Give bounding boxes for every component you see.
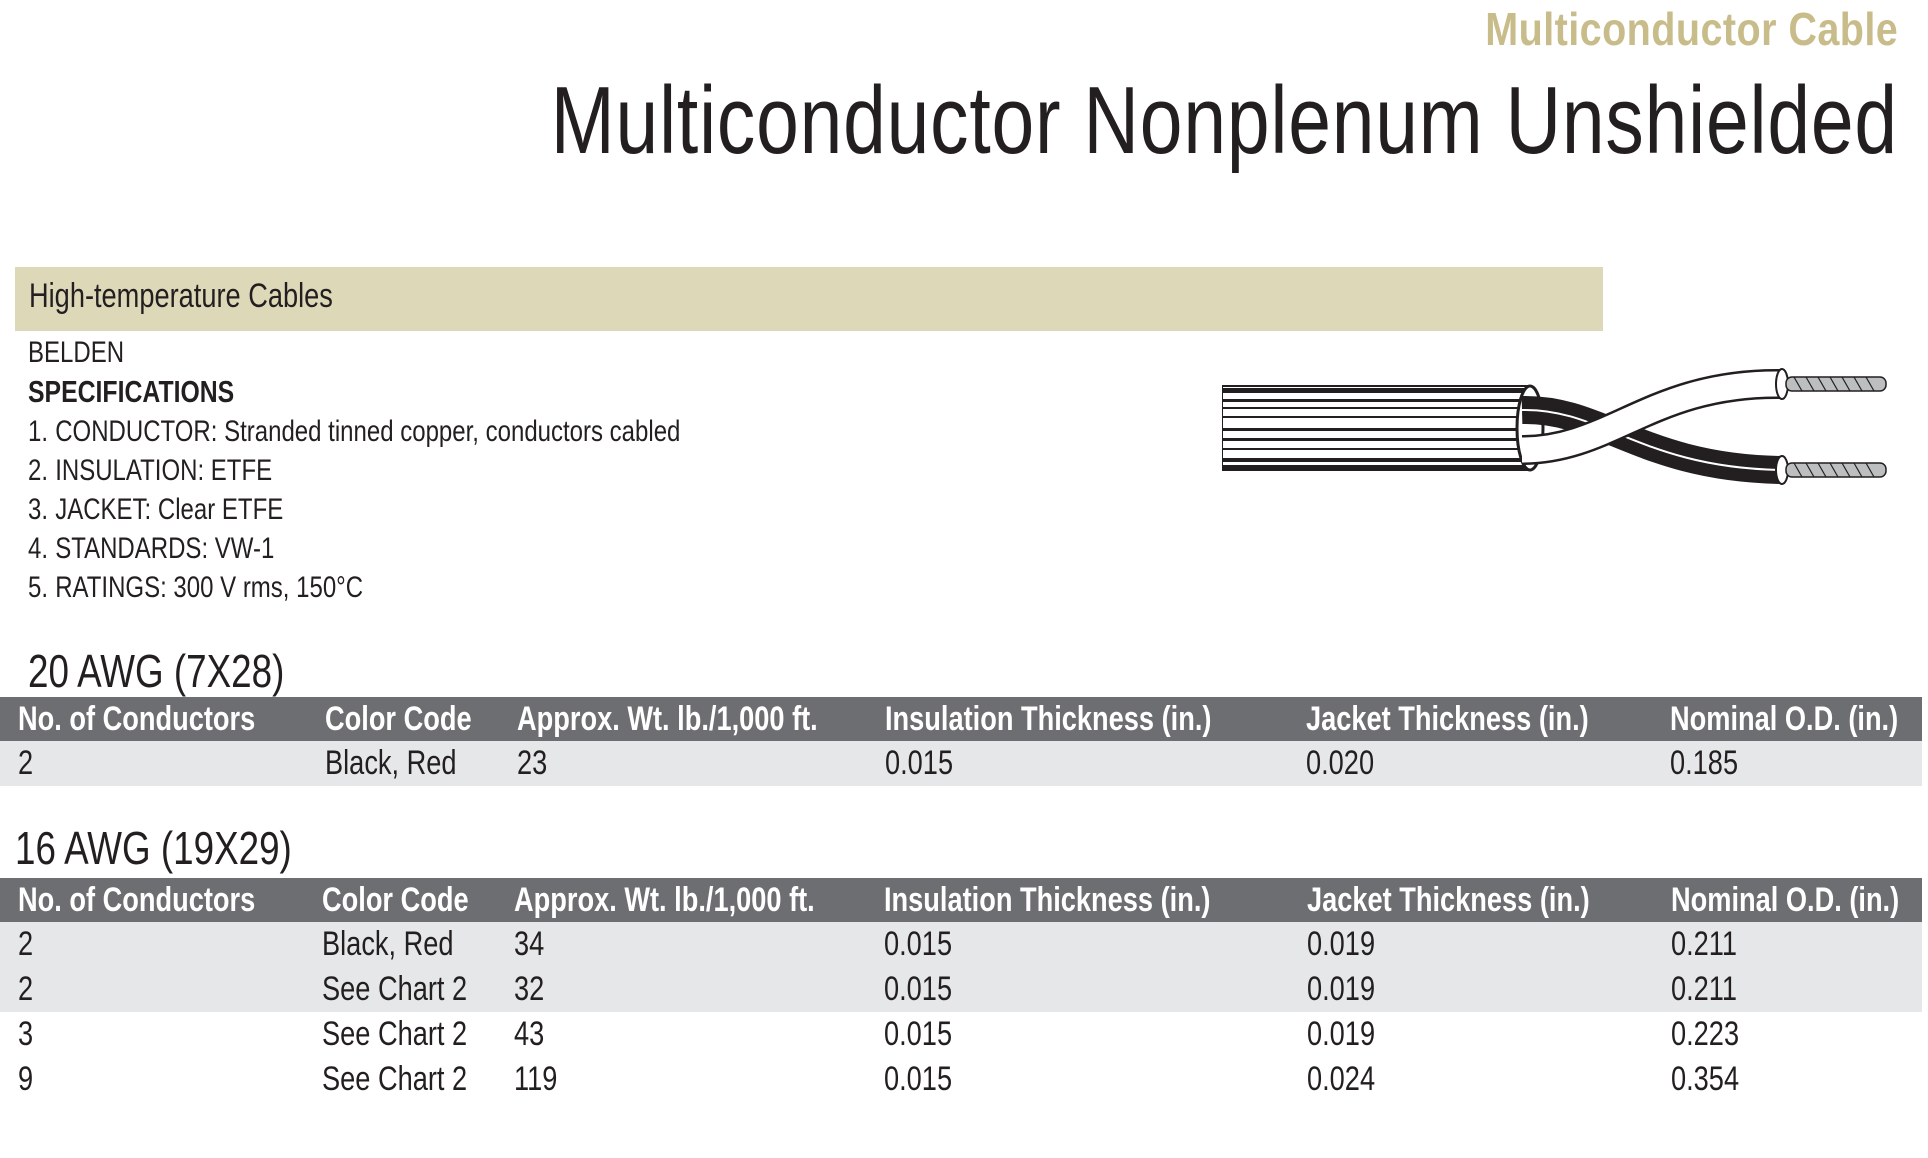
table-cell: 119 [496,1057,866,1102]
spec-number: 5. [28,571,49,604]
cable-jacket [1222,386,1543,470]
table-row [0,741,1922,786]
table-cell: See Chart 2 [304,967,496,1012]
table-cell: 0.015 [867,741,1288,786]
table-cell: 0.019 [1289,1012,1653,1057]
column-header: Approx. Wt. lb./1,000 ft. [499,697,867,741]
spec-text: INSULATION: ETFE [55,454,273,487]
table-cell: 32 [496,967,866,1012]
spec-text: RATINGS: 300 V rms, 150°C [55,571,364,604]
table-cell: 0.015 [866,967,1289,1012]
table-cell: 34 [496,922,866,967]
table-cell: 0.354 [1653,1057,1922,1102]
table-cell: 23 [499,741,867,786]
table-cell: Black, Red [307,741,499,786]
cable-cutaway-icon [1222,358,1894,488]
spec-table-16awg [0,878,1922,1102]
column-header: Jacket Thickness (in.) [1288,697,1652,741]
table-cell: 3 [0,1012,304,1057]
table-header-row [0,697,1922,741]
table-cell: 2 [0,967,304,1012]
column-header: Color Code [307,697,499,741]
spec-number: 2. [28,454,49,487]
page-title: Multiconductor Nonplenum Unshielded [550,67,1898,174]
column-header: No. of Conductors [0,878,304,922]
column-header: No. of Conductors [0,697,307,741]
column-header: Nominal O.D. (in.) [1653,878,1922,922]
table-cell: See Chart 2 [304,1057,496,1102]
column-header: Approx. Wt. lb./1,000 ft. [496,878,866,922]
table-cell: 0.015 [866,1012,1289,1057]
table-cell: 0.019 [1289,967,1653,1012]
table-cell: 0.020 [1288,741,1652,786]
section-band [15,267,1603,331]
table-cell: 0.015 [866,922,1289,967]
column-header: Insulation Thickness (in.) [866,878,1289,922]
table-header-row [0,878,1922,922]
specifications-heading: SPECIFICATIONS [28,374,235,409]
table-cell: 0.019 [1289,922,1653,967]
column-header: Nominal O.D. (in.) [1652,697,1922,741]
table-cell: 0.211 [1653,922,1922,967]
table-cell: 0.223 [1653,1012,1922,1057]
specifications-list [28,412,928,607]
spec-text: JACKET: Clear ETFE [55,493,284,526]
spec-item [28,451,748,490]
conductor-tip-lower [1786,463,1886,477]
table-cell: 0.015 [866,1057,1289,1102]
spec-number: 1. [28,415,49,448]
column-header: Jacket Thickness (in.) [1289,878,1653,922]
column-header: Color Code [304,878,496,922]
category-header: Multiconductor Cable [1484,3,1898,55]
table-cell: 0.024 [1289,1057,1653,1102]
spec-number: 3. [28,493,49,526]
specifications-block [28,334,928,607]
spec-text: CONDUCTOR: Stranded tinned copper, conductors cabled [55,415,681,448]
table-cell: See Chart 2 [304,1012,496,1057]
table-cell: Black, Red [304,922,496,967]
table-cell: 9 [0,1057,304,1102]
spec-item [28,490,748,529]
column-header: Insulation Thickness (in.) [867,697,1288,741]
spec-text: STANDARDS: VW-1 [55,532,275,565]
spec-item [28,412,748,451]
table-cell: 2 [0,741,307,786]
table-cell: 43 [496,1012,866,1057]
spec-number: 4. [28,532,49,565]
table-row [0,1012,1922,1057]
brand-name: BELDEN [28,336,125,369]
table-row [0,922,1922,967]
conductor-tip-upper [1786,377,1886,391]
table-title-20awg: 20 AWG (7X28) [28,645,285,697]
table-row [0,967,1922,1012]
table-cell: 2 [0,922,304,967]
section-band-label: High-temperature Cables [29,277,333,315]
spec-item [28,529,748,568]
table-cell: 0.185 [1652,741,1922,786]
spec-table-20awg [0,697,1922,786]
spec-item [28,568,748,607]
table-title-16awg: 16 AWG (19X29) [15,822,292,874]
table-cell: 0.211 [1653,967,1922,1012]
table-row [0,1057,1922,1102]
